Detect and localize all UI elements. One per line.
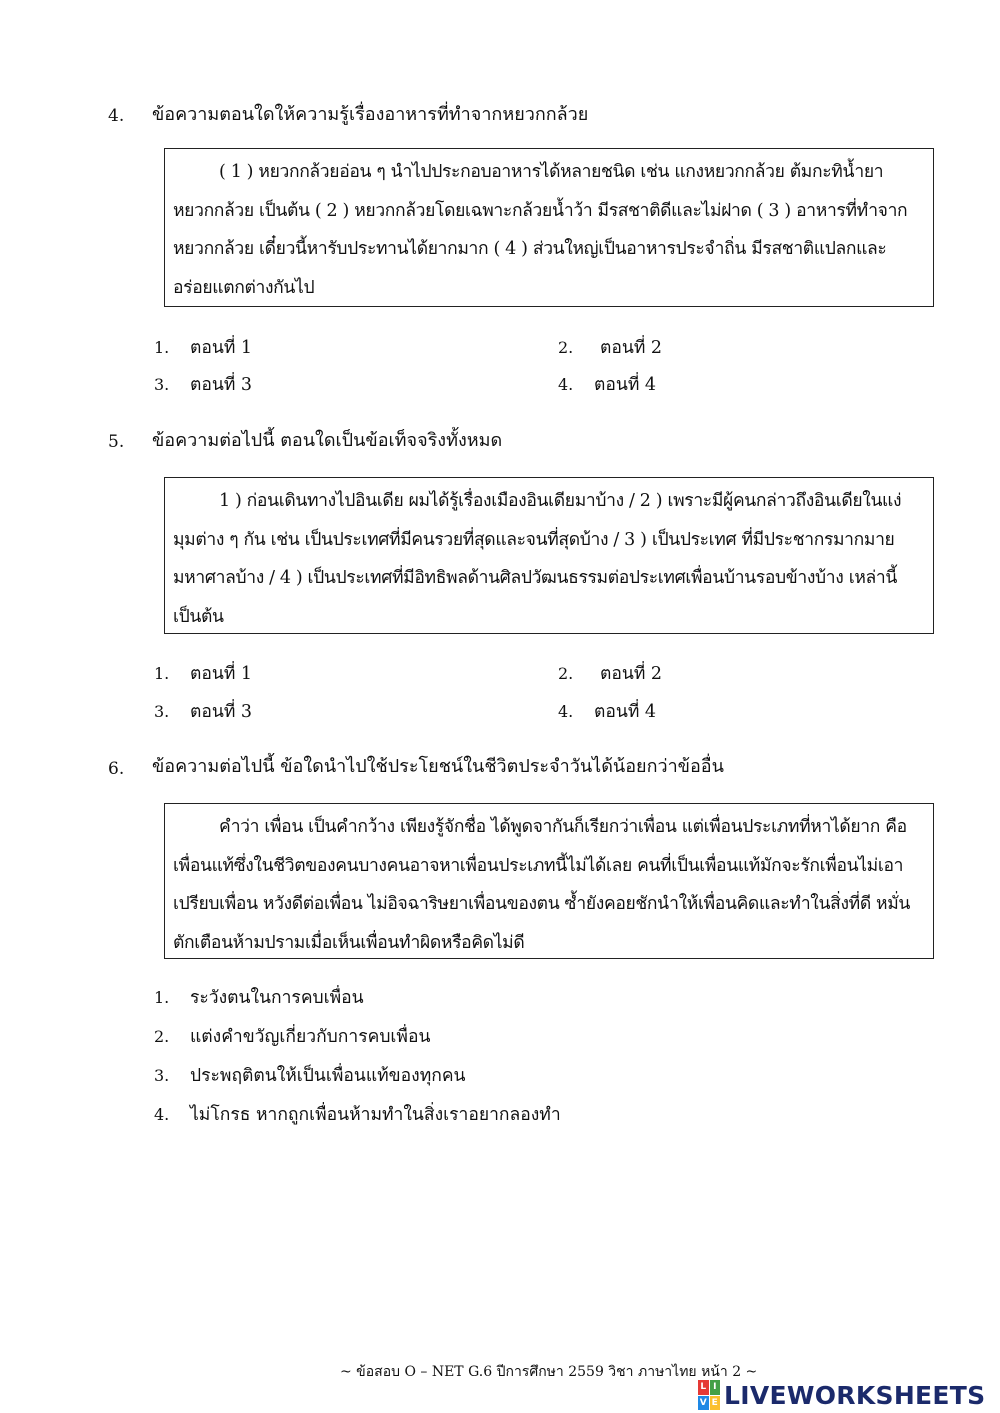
question-6-passage: คำว่า เพื่อน เป็นคำกว้าง เพียงรู้จักชื่อ ได้พูดจากันก็เรียกว่าเพื่อน แต่เพื่อนประเภทที่หาได้ยาก คือเพื่อนแท้ซึ่งในชีวิตของคนบางคนอาจหาเพื่อนประเภทนี้ไม่ได้เลย คนที่เป็นเพื่อนแท้มักจะรักเพื่อนไม่เอาเปรียบเพื่อน หวังดีต่อเพื่อน ไม่อิจฉาริษยาเพื่อนของตน ซ้ำยังคอยชักนำให้เพื่อนคิดและทำในสิ่งที่ดี หมั่นตักเตือนห้ามปรามเมื่อเห็นเพื่อนทำผิดหรือคิดไม่ดี <box>173 817 911 953</box>
option-text: ประพฤติตนให้เป็นเพื่อนแท้ของทุกคน <box>190 1066 466 1086</box>
option-number: 3. <box>154 702 170 721</box>
option-number: 2. <box>154 1027 170 1046</box>
question-4-passage: ( 1 ) หยวกกล้วยอ่อน ๆ นำไปประกอบอาหารได้หลายชนิด เช่น แกงหยวกกล้วย ต้มกะทิน้ำยาหยวกกล้วย เป็นต้น ( 2 ) หยวกกล้วยโดยเฉพาะกล้วยน้ำว้า มีรสชาติดีและไม่ฝาด ( 3 ) อาหารที่ทำจากหยวกกล้วย เดี๋ยวนี้หารับประทานได้ยากมาก ( 4 ) ส่วนใหญ่เป็นอาหารประจำถิ่น มีรสชาติแปลกและอร่อยแตกต่างกันไป <box>173 162 908 298</box>
question-4-option-3[interactable] <box>154 373 252 397</box>
option-number: 2. <box>558 664 574 683</box>
question-6-prompt: ข้อความต่อไปนี้ ข้อใดนำไปใช้ประโยชน์ในชีวิตประจำวันได้น้อยกว่าข้ออื่น <box>152 756 724 777</box>
option-text: ตอนที่ 2 <box>600 338 663 358</box>
question-6-passage-box <box>164 803 934 959</box>
option-number: 1. <box>154 338 170 357</box>
question-6-option-4[interactable] <box>154 1103 561 1127</box>
logo-letter-e: E <box>710 1396 721 1411</box>
option-text: ไม่โกรธ หากถูกเพื่อนห้ามทำในสิ่งเราอยากลองทำ <box>190 1105 561 1125</box>
question-6-option-2[interactable] <box>154 1025 430 1049</box>
logo-letter-v: V <box>698 1396 709 1411</box>
question-5-option-1[interactable] <box>154 662 252 686</box>
option-text: ตอนที่ 3 <box>190 375 253 395</box>
liveworksheets-logo-icon <box>698 1380 720 1410</box>
liveworksheets-logo[interactable] <box>698 1379 985 1411</box>
option-number: 4. <box>154 1105 170 1124</box>
option-text: ตอนที่ 4 <box>594 702 657 722</box>
option-number: 4. <box>558 375 574 394</box>
option-text: ตอนที่ 3 <box>190 702 253 722</box>
question-4-option-4[interactable] <box>558 373 656 397</box>
page-footer: ~ ข้อสอบ O – NET G.6 ปีการศึกษา 2559 วิชา ภาษาไทย หน้า 2 ~ <box>340 1364 758 1380</box>
question-4-number: 4. <box>108 106 125 126</box>
option-number: 4. <box>558 702 574 721</box>
option-number: 2. <box>558 338 574 357</box>
question-4-option-1[interactable] <box>154 336 252 360</box>
option-text: ตอนที่ 2 <box>600 664 663 684</box>
option-number: 1. <box>154 988 170 1007</box>
option-text: ตอนที่ 1 <box>190 338 253 358</box>
option-text: ตอนที่ 1 <box>190 664 253 684</box>
option-number: 3. <box>154 1066 170 1085</box>
logo-letter-i: I <box>710 1380 721 1395</box>
question-6-option-3[interactable] <box>154 1064 466 1088</box>
option-number: 3. <box>154 375 170 394</box>
option-text: ระวังตนในการคบเพื่อน <box>190 988 364 1008</box>
question-4-passage-box <box>164 148 934 307</box>
option-text: แต่งคำขวัญเกี่ยวกับการคบเพื่อน <box>190 1027 431 1047</box>
question-5-option-4[interactable] <box>558 700 656 724</box>
question-5-prompt: ข้อความต่อไปนี้ ตอนใดเป็นข้อเท็จจริงทั้งหมด <box>152 430 503 451</box>
question-5-option-3[interactable] <box>154 700 252 724</box>
question-5-number: 5. <box>108 432 125 452</box>
question-6-number: 6. <box>108 759 125 779</box>
question-4-prompt: ข้อความตอนใดให้ความรู้เรื่องอาหารที่ทำจากหยวกกล้วย <box>152 104 589 125</box>
question-4-option-2[interactable] <box>558 336 662 360</box>
question-5-passage-box <box>164 477 934 634</box>
option-text: ตอนที่ 4 <box>594 375 657 395</box>
question-6-option-1[interactable] <box>154 986 364 1010</box>
liveworksheets-logo-text: LIVEWORKSHEETS <box>724 1380 986 1410</box>
question-5-passage: 1 ) ก่อนเดินทางไปอินเดีย ผมได้รู้เรื่องเมืองอินเดียมาบ้าง / 2 ) เพราะมีผู้คนกล่าวถึงอินเดียในแง่มุมต่าง ๆ กัน เช่น เป็นประเทศที่มีคนรวยที่สุดและจนที่สุดบ้าง / 3 ) เป็นประเทศ ที่มีประชากรมากมายมหาศาลบ้าง / 4 ) เป็นประเทศที่มีอิทธิพลด้านศิลปวัฒนธรรมต่อประเทศเพื่อนบ้านรอบข้างบ้าง เหล่านี้เป็นต้น <box>173 491 902 627</box>
logo-letter-l: L <box>698 1380 709 1395</box>
question-5-option-2[interactable] <box>558 662 662 686</box>
option-number: 1. <box>154 664 170 683</box>
